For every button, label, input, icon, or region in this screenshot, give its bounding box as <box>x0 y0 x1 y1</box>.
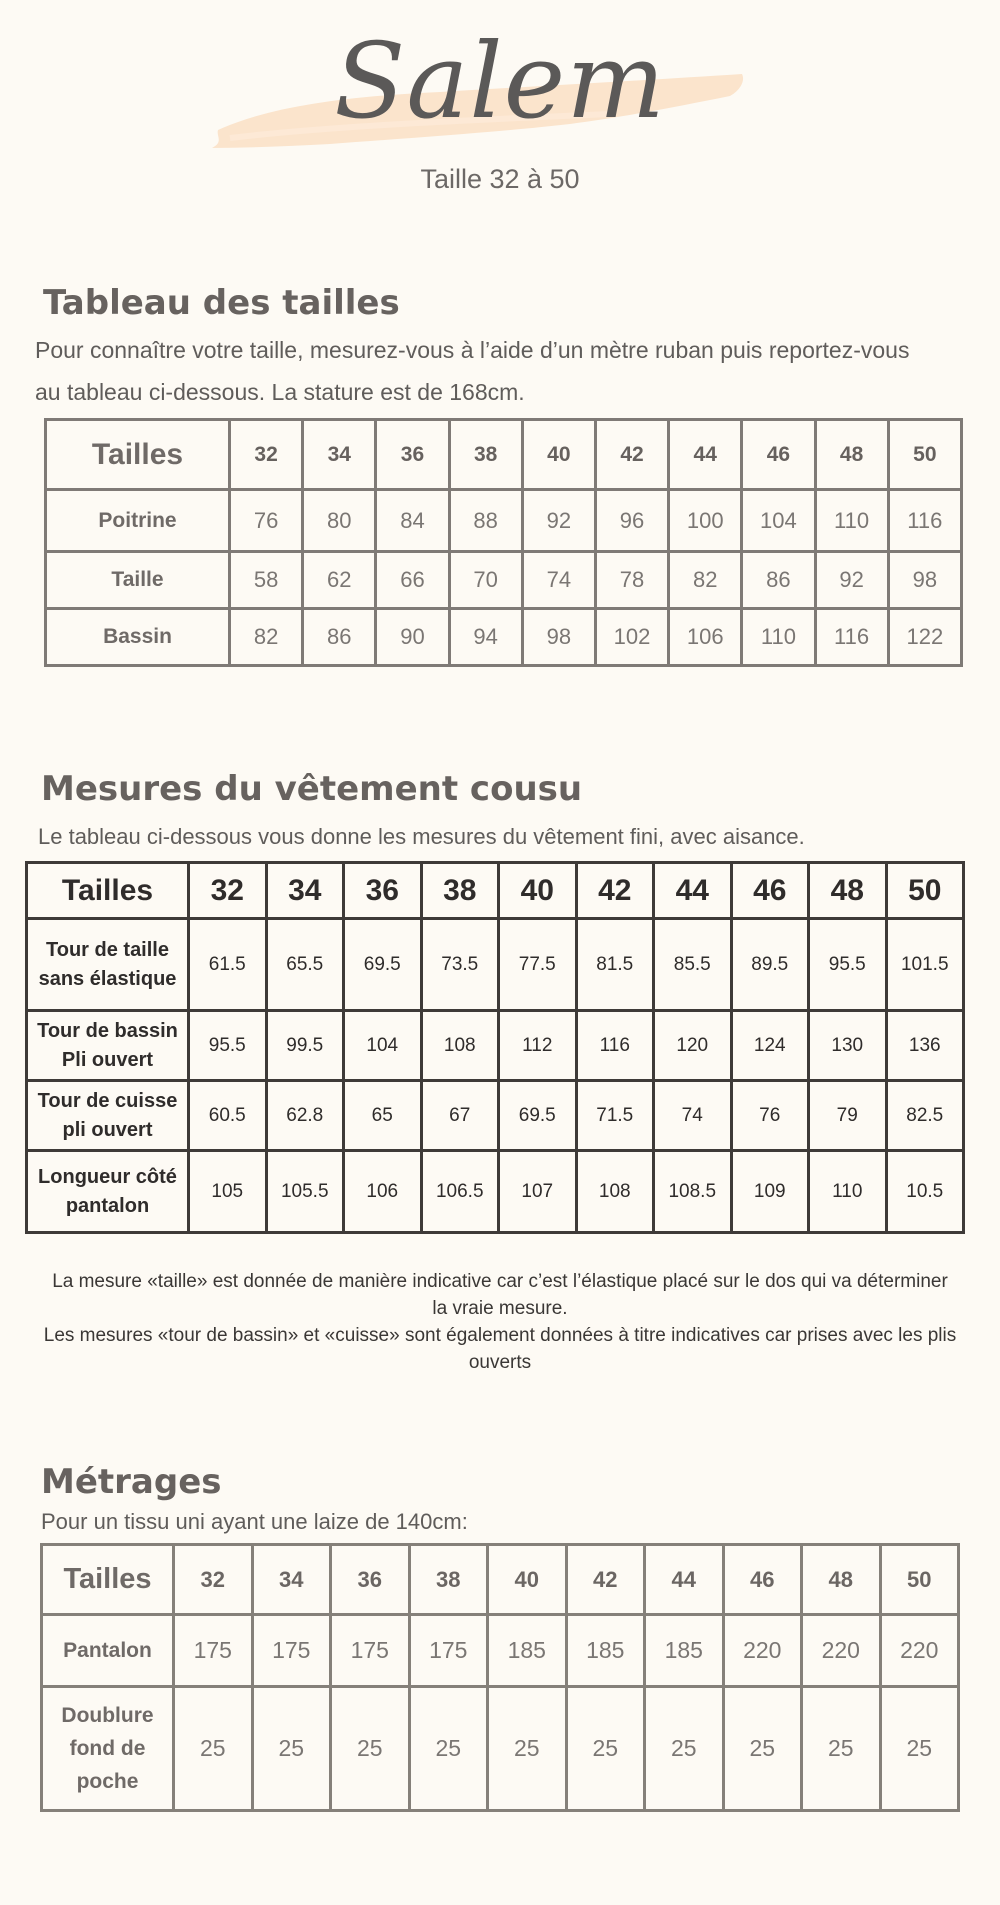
yardage-intro: Pour un tissu uni ayant une laize de 140cm: <box>41 1509 468 1534</box>
value-cell: 99.5 <box>266 1011 344 1081</box>
value-cell: 116 <box>576 1011 654 1081</box>
value-cell: 95.5 <box>809 919 887 1011</box>
value-cell: 175 <box>252 1615 331 1687</box>
size-cell: 36 <box>331 1545 410 1615</box>
value-cell: 25 <box>488 1687 567 1811</box>
size-cell: 38 <box>421 863 499 919</box>
value-cell: 107 <box>499 1151 577 1233</box>
size-cell: 46 <box>731 863 809 919</box>
size-cell: 34 <box>303 420 376 490</box>
value-cell: 220 <box>880 1615 959 1687</box>
value-cell: 106.5 <box>421 1151 499 1233</box>
garment-table <box>25 861 965 1234</box>
size-cell: 36 <box>376 420 449 490</box>
value-cell: 175 <box>409 1615 488 1687</box>
value-cell: 25 <box>880 1687 959 1811</box>
size-cell: 44 <box>645 1545 724 1615</box>
size-chart-table <box>44 418 963 667</box>
size-cell: 42 <box>576 863 654 919</box>
note-line: ouverts <box>468 1352 532 1373</box>
size-cell: 48 <box>815 420 888 490</box>
value-cell: 96 <box>595 490 668 552</box>
value-cell: 124 <box>731 1011 809 1081</box>
value-cell: 82 <box>669 552 742 609</box>
value-cell: 130 <box>809 1011 887 1081</box>
note-line: Les mesures «tour de bassin» et «cuisse» sont également données à titre indicatives car prises avec les plis <box>43 1325 957 1346</box>
value-cell: 100 <box>669 490 742 552</box>
value-cell: 98 <box>522 609 595 666</box>
size-cell: 46 <box>742 420 815 490</box>
size-cell: 34 <box>266 863 344 919</box>
value-cell: 69.5 <box>344 919 422 1011</box>
size-cell: 38 <box>409 1545 488 1615</box>
table-row <box>46 490 962 552</box>
row-label <box>27 919 189 1011</box>
value-cell: 102 <box>595 609 668 666</box>
yardage-table <box>40 1543 960 1812</box>
value-cell: 62.8 <box>266 1081 344 1151</box>
size-range-subtitle: Taille 32 à 50 <box>420 164 580 194</box>
garment-title: Mesures du vêtement cousu <box>41 769 583 809</box>
row-label-line: Doublure <box>61 1704 154 1727</box>
value-cell: 86 <box>303 609 376 666</box>
value-cell: 10.5 <box>886 1151 964 1233</box>
value-cell: 89.5 <box>731 919 809 1011</box>
header-label: Tailles <box>27 863 189 919</box>
value-cell: 85.5 <box>654 919 732 1011</box>
table-row <box>42 1615 959 1687</box>
size-cell: 38 <box>449 420 522 490</box>
size-chart-intro-line1: Pour connaître votre taille, mesurez-vous à l’aide d’un mètre ruban puis reportez-vous <box>35 337 910 363</box>
value-cell: 185 <box>566 1615 645 1687</box>
value-cell: 74 <box>654 1081 732 1151</box>
value-cell: 105.5 <box>266 1151 344 1233</box>
size-cell: 40 <box>488 1545 567 1615</box>
row-label-line: sans élastique <box>38 967 177 990</box>
value-cell: 185 <box>645 1615 724 1687</box>
value-cell: 61.5 <box>189 919 267 1011</box>
value-cell: 60.5 <box>189 1081 267 1151</box>
value-cell: 175 <box>331 1615 410 1687</box>
row-label-line: poche <box>76 1770 139 1793</box>
row-label <box>27 1011 189 1081</box>
value-cell: 175 <box>174 1615 253 1687</box>
value-cell: 90 <box>376 609 449 666</box>
row-label <box>42 1615 174 1687</box>
value-cell: 25 <box>802 1687 881 1811</box>
size-cell: 44 <box>669 420 742 490</box>
table-row <box>27 1151 964 1233</box>
size-cell: 32 <box>230 420 303 490</box>
value-cell: 25 <box>174 1687 253 1811</box>
size-cell: 48 <box>802 1545 881 1615</box>
value-cell: 94 <box>449 609 522 666</box>
row-label-line: Tour de taille <box>46 938 169 961</box>
value-cell: 122 <box>888 609 961 666</box>
row-label-line: pli ouvert <box>62 1118 153 1141</box>
value-cell: 108.5 <box>654 1151 732 1233</box>
value-cell: 76 <box>230 490 303 552</box>
table-header-row <box>27 863 964 919</box>
value-cell: 58 <box>230 552 303 609</box>
value-cell: 78 <box>595 552 668 609</box>
value-cell: 112 <box>499 1011 577 1081</box>
value-cell: 104 <box>344 1011 422 1081</box>
table-row <box>46 552 962 609</box>
value-cell: 84 <box>376 490 449 552</box>
size-cell: 34 <box>252 1545 331 1615</box>
value-cell: 25 <box>409 1687 488 1811</box>
table-row <box>46 609 962 666</box>
value-cell: 82.5 <box>886 1081 964 1151</box>
table-row <box>27 1081 964 1151</box>
value-cell: 25 <box>723 1687 802 1811</box>
value-cell: 65 <box>344 1081 422 1151</box>
value-cell: 79 <box>809 1081 887 1151</box>
table-header-row <box>42 1545 959 1615</box>
value-cell: 108 <box>421 1011 499 1081</box>
value-cell: 77.5 <box>499 919 577 1011</box>
value-cell: 65.5 <box>266 919 344 1011</box>
row-label: Bassin <box>46 609 230 666</box>
value-cell: 108 <box>576 1151 654 1233</box>
row-label <box>42 1687 174 1811</box>
row-label-line: pantalon <box>65 1194 150 1217</box>
value-cell: 92 <box>522 490 595 552</box>
size-cell: 46 <box>723 1545 802 1615</box>
table-row <box>42 1687 959 1811</box>
size-cell: 50 <box>886 863 964 919</box>
table-header-row <box>46 420 962 490</box>
value-cell: 110 <box>815 490 888 552</box>
header-label: Tailles <box>42 1545 174 1615</box>
row-label: Taille <box>46 552 230 609</box>
table-row <box>27 919 964 1011</box>
value-cell: 220 <box>802 1615 881 1687</box>
value-cell: 116 <box>815 609 888 666</box>
value-cell: 105 <box>189 1151 267 1233</box>
size-cell: 48 <box>809 863 887 919</box>
size-cell: 40 <box>499 863 577 919</box>
value-cell: 80 <box>303 490 376 552</box>
garment-intro: Le tableau ci-dessous vous donne les mesures du vêtement fini, avec aisance. <box>38 824 805 849</box>
row-label-line: Pli ouvert <box>61 1048 154 1071</box>
value-cell: 120 <box>654 1011 732 1081</box>
row-label-line: Pantalon <box>63 1639 152 1662</box>
value-cell: 110 <box>809 1151 887 1233</box>
size-cell: 50 <box>888 420 961 490</box>
value-cell: 98 <box>888 552 961 609</box>
value-cell: 76 <box>731 1081 809 1151</box>
size-cell: 40 <box>522 420 595 490</box>
row-label-line: Longueur côté <box>38 1165 177 1188</box>
header-label: Tailles <box>46 420 230 490</box>
size-cell: 42 <box>595 420 668 490</box>
size-cell: 42 <box>566 1545 645 1615</box>
value-cell: 116 <box>888 490 961 552</box>
size-chart-title: Tableau des tailles <box>43 283 400 323</box>
size-cell: 36 <box>344 863 422 919</box>
row-label-line: Tour de cuisse <box>37 1089 178 1112</box>
value-cell: 104 <box>742 490 815 552</box>
note-line: la vraie mesure. <box>432 1298 568 1319</box>
row-label-line: Tour de bassin <box>37 1019 178 1042</box>
value-cell: 101.5 <box>886 919 964 1011</box>
value-cell: 106 <box>669 609 742 666</box>
size-chart-intro-line2: au tableau ci-dessous. La stature est de 168cm. <box>35 379 525 405</box>
value-cell: 74 <box>522 552 595 609</box>
value-cell: 25 <box>566 1687 645 1811</box>
value-cell: 106 <box>344 1151 422 1233</box>
value-cell: 109 <box>731 1151 809 1233</box>
table-row <box>27 1011 964 1081</box>
value-cell: 69.5 <box>499 1081 577 1151</box>
row-label-line: fond de <box>69 1737 146 1760</box>
size-cell: 50 <box>880 1545 959 1615</box>
value-cell: 95.5 <box>189 1011 267 1081</box>
value-cell: 220 <box>723 1615 802 1687</box>
value-cell: 82 <box>230 609 303 666</box>
value-cell: 25 <box>331 1687 410 1811</box>
value-cell: 81.5 <box>576 919 654 1011</box>
value-cell: 62 <box>303 552 376 609</box>
value-cell: 88 <box>449 490 522 552</box>
value-cell: 25 <box>252 1687 331 1811</box>
value-cell: 136 <box>886 1011 964 1081</box>
value-cell: 71.5 <box>576 1081 654 1151</box>
value-cell: 67 <box>421 1081 499 1151</box>
row-label: Poitrine <box>46 490 230 552</box>
value-cell: 73.5 <box>421 919 499 1011</box>
note-line: La mesure «taille» est donnée de manière indicative car c’est l’élastique placé sur le dos qui va déterminer <box>52 1271 948 1292</box>
row-label <box>27 1081 189 1151</box>
yardage-title: Métrages <box>41 1462 222 1502</box>
value-cell: 66 <box>376 552 449 609</box>
value-cell: 110 <box>742 609 815 666</box>
value-cell: 86 <box>742 552 815 609</box>
garment-note <box>0 1268 1000 1376</box>
brand-title: Salem <box>334 20 666 142</box>
size-cell: 44 <box>654 863 732 919</box>
size-chart-intro <box>35 329 909 413</box>
row-label <box>27 1151 189 1233</box>
size-cell: 32 <box>174 1545 253 1615</box>
value-cell: 25 <box>645 1687 724 1811</box>
size-cell: 32 <box>189 863 267 919</box>
value-cell: 92 <box>815 552 888 609</box>
value-cell: 70 <box>449 552 522 609</box>
value-cell: 185 <box>488 1615 567 1687</box>
